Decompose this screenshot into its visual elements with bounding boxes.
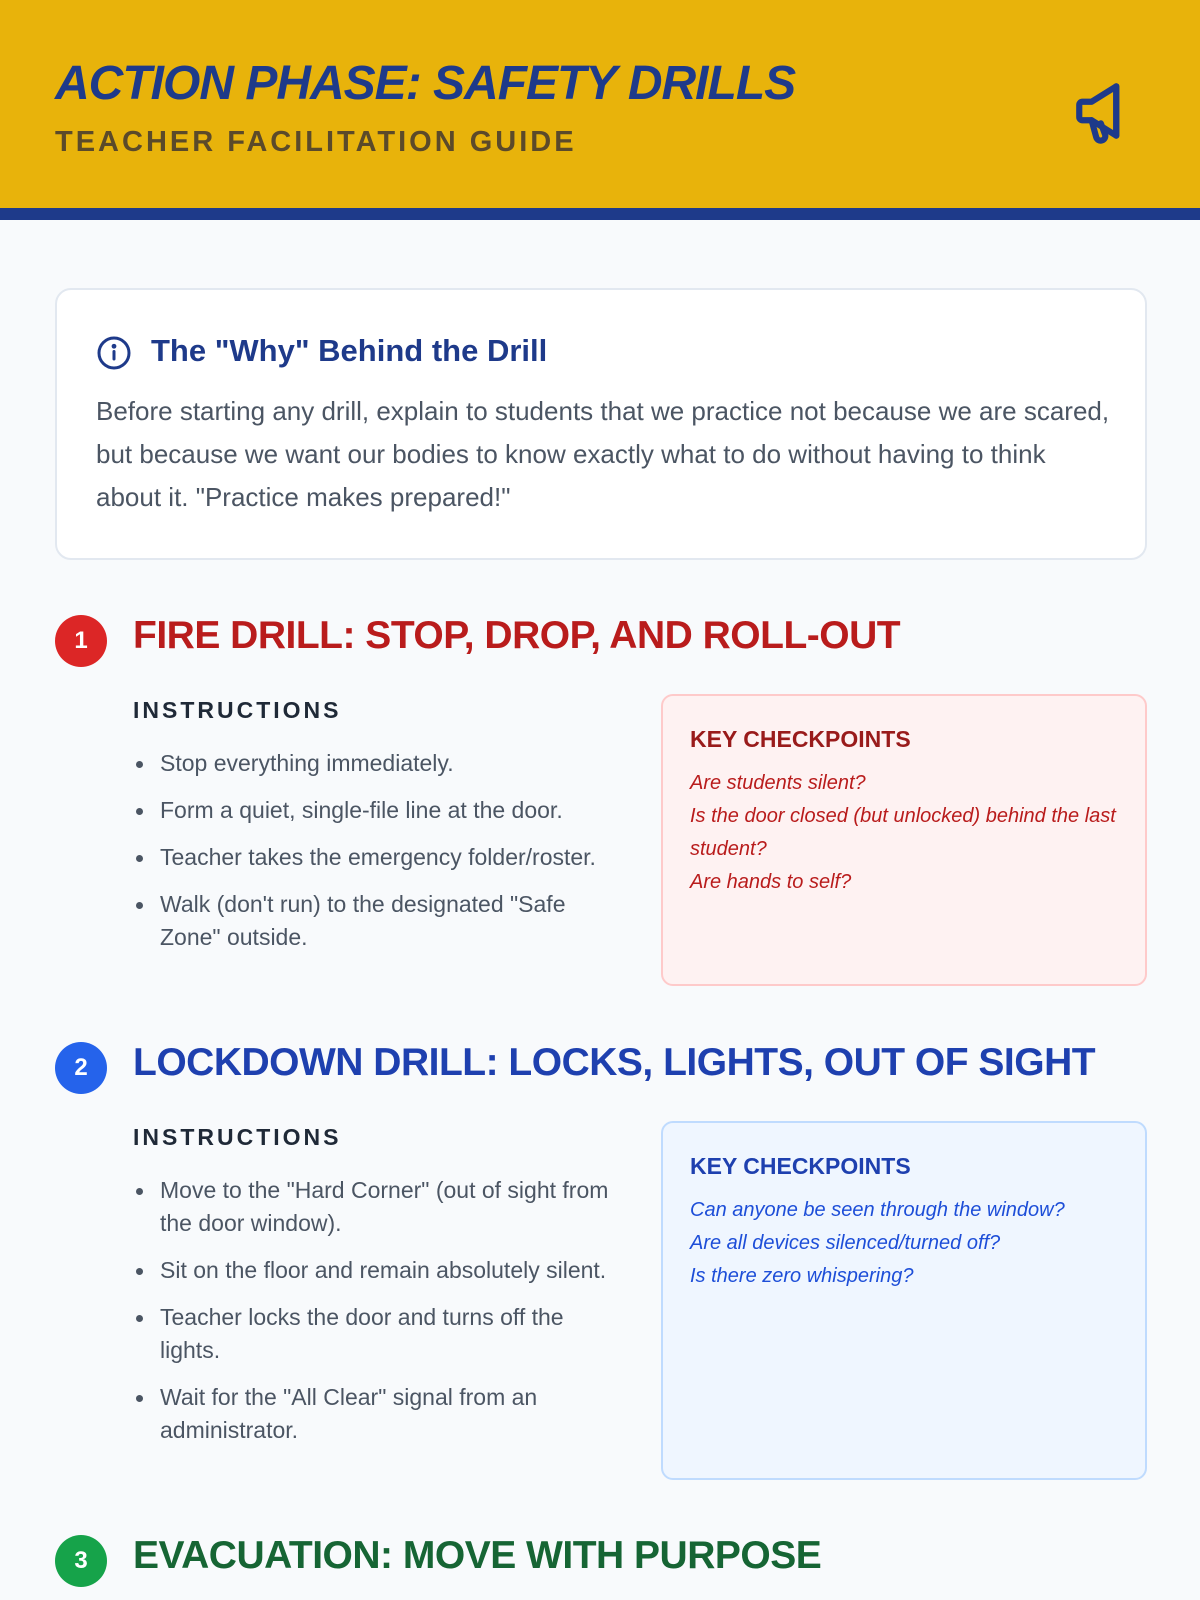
megaphone-icon bbox=[1070, 74, 1144, 148]
section-number-badge: 1 bbox=[55, 615, 107, 667]
checkpoint-item: Can anyone be seen through the window? bbox=[690, 1199, 1065, 1221]
checkpoint-item: Are all devices silenced/turned off? bbox=[690, 1232, 1001, 1254]
list-item: Form a quiet, single-file line at the door. bbox=[133, 794, 623, 827]
why-card bbox=[55, 288, 1147, 560]
instructions-list bbox=[133, 1174, 623, 1461]
instructions-label: INSTRUCTIONS bbox=[133, 1124, 342, 1150]
section-title: EVACUATION: MOVE WITH PURPOSE bbox=[133, 1534, 822, 1577]
section-number-badge: 3 bbox=[55, 1535, 107, 1587]
checkpoint-item: Is the door closed (but unlocked) behind the last student? bbox=[690, 805, 1116, 860]
instructions-label: INSTRUCTIONS bbox=[133, 697, 342, 723]
section-title: FIRE DRILL: STOP, DROP, AND ROLL-OUT bbox=[133, 614, 901, 657]
list-item: Walk (don't run) to the designated "Safe Zone" outside. bbox=[133, 888, 623, 954]
checkpoint-item: Is there zero whispering? bbox=[690, 1265, 914, 1287]
info-icon bbox=[96, 335, 132, 371]
list-item: Sit on the floor and remain absolutely silent. bbox=[133, 1254, 623, 1287]
list-item: Move to the "Hard Corner" (out of sight from the door window). bbox=[133, 1174, 623, 1240]
section-title: LOCKDOWN DRILL: LOCKS, LIGHTS, OUT OF SIGHT bbox=[133, 1041, 1096, 1084]
key-checkpoints-title: KEY CHECKPOINTS bbox=[690, 1153, 911, 1179]
list-item: Stop everything immediately. bbox=[133, 747, 623, 780]
list-item: Teacher takes the emergency folder/roster. bbox=[133, 841, 623, 874]
list-item: Teacher locks the door and turns off the lights. bbox=[133, 1301, 623, 1367]
page-title: ACTION PHASE: SAFETY DRILLS bbox=[55, 57, 796, 110]
key-checkpoints-box bbox=[661, 694, 1147, 986]
checkpoint-item: Are students silent? bbox=[690, 772, 866, 794]
key-checkpoints-title: KEY CHECKPOINTS bbox=[690, 726, 911, 752]
list-item: Wait for the "All Clear" signal from an administrator. bbox=[133, 1381, 623, 1447]
page-subtitle: TEACHER FACILITATION GUIDE bbox=[55, 126, 577, 158]
key-checkpoints-box bbox=[661, 1121, 1147, 1480]
why-text: Before starting any drill, explain to students that we practice not because we are scared, but because we want our bodies to know exactly what to do without having to think about it. "Practice makes prepared!" bbox=[96, 396, 1110, 512]
section-number-badge: 2 bbox=[55, 1042, 107, 1094]
instructions-list bbox=[133, 747, 623, 968]
page-header bbox=[0, 0, 1200, 220]
why-title: The "Why" Behind the Drill bbox=[151, 333, 548, 368]
checkpoint-item: Are hands to self? bbox=[690, 871, 852, 893]
